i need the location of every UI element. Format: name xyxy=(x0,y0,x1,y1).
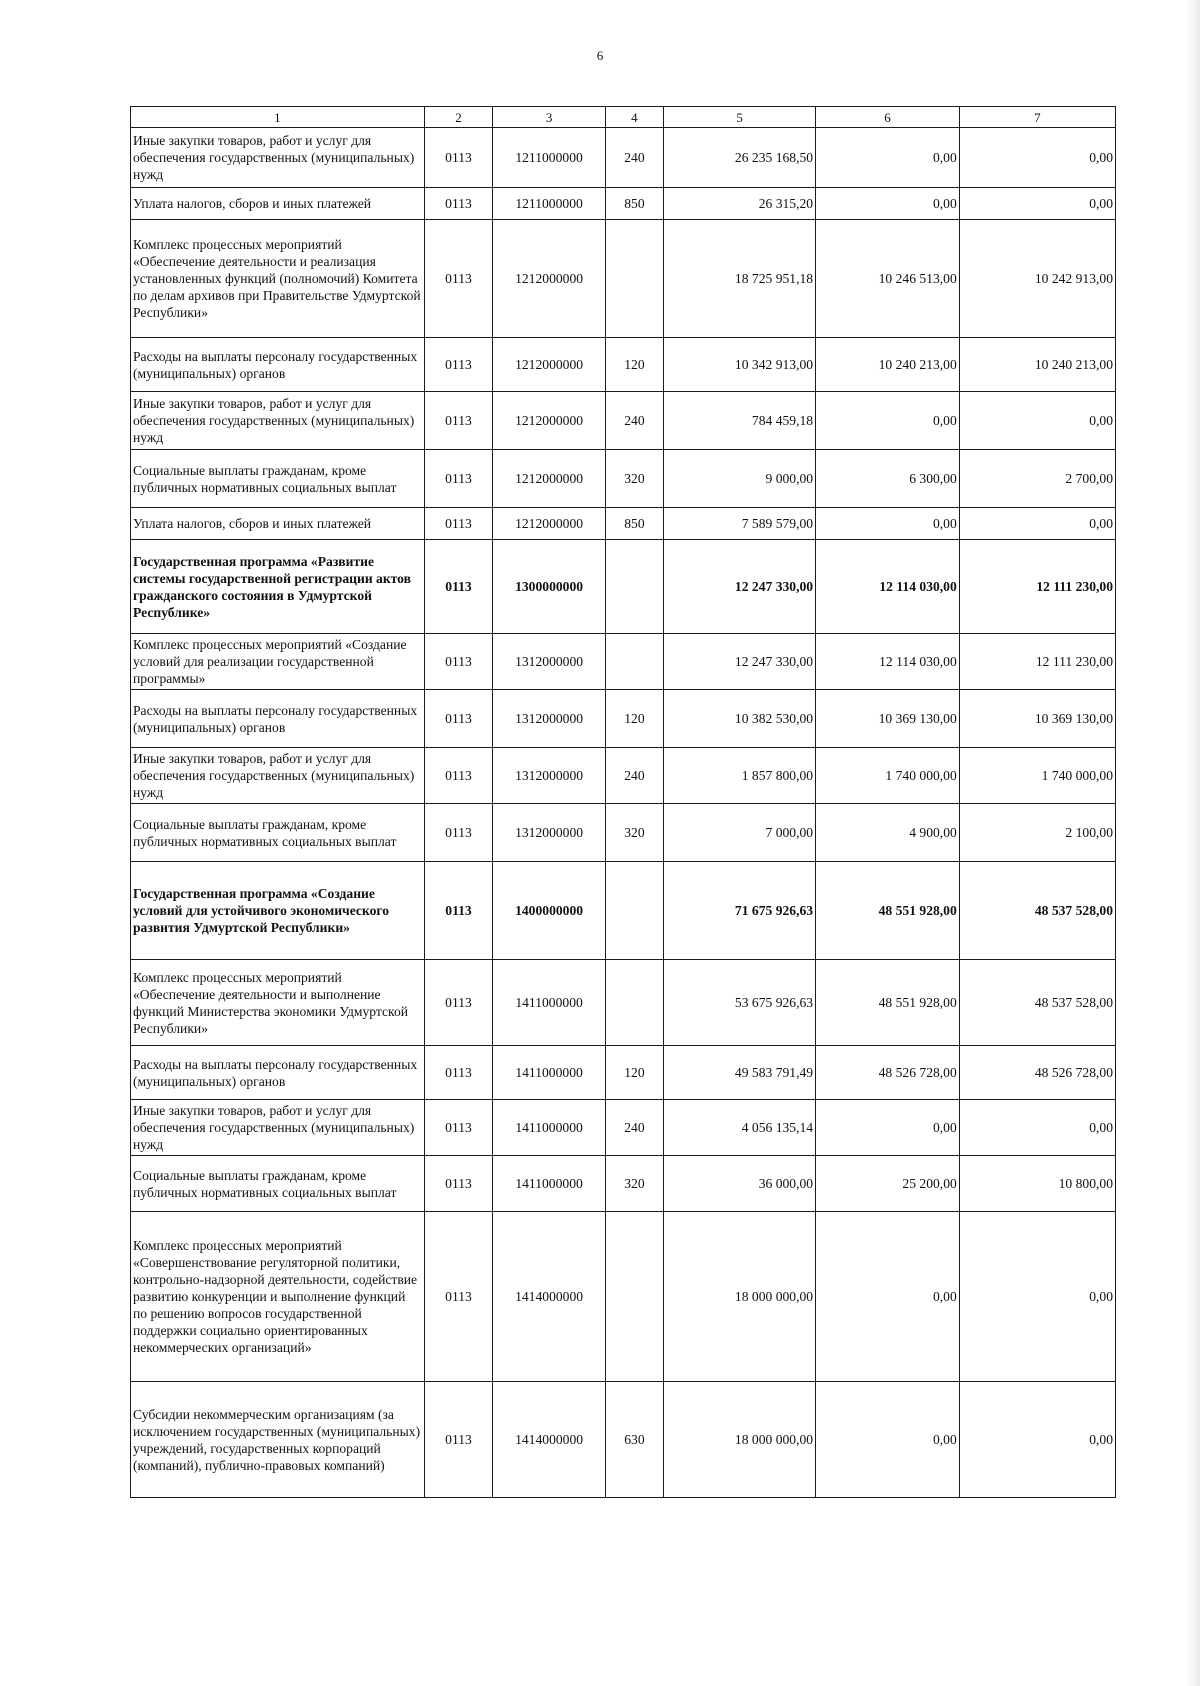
row-section-code: 0113 xyxy=(424,392,493,450)
row-amount-col6: 0,00 xyxy=(816,188,960,220)
page-number: 6 xyxy=(596,48,604,63)
row-name: Иные закупки товаров, работ и услуг для обеспечения государственных (муниципальных) нужд xyxy=(131,1100,425,1156)
row-expense-type xyxy=(605,1212,663,1382)
row-expense-type: 120 xyxy=(605,338,663,392)
row-amount-col7: 0,00 xyxy=(959,128,1115,188)
row-target-article: 1414000000 xyxy=(493,1212,605,1382)
row-amount-col7: 48 526 728,00 xyxy=(959,1046,1115,1100)
header-cell: 3 xyxy=(493,107,605,128)
table-row xyxy=(131,1100,1116,1156)
row-amount-col5: 18 000 000,00 xyxy=(664,1212,816,1382)
table-row xyxy=(131,392,1116,450)
row-amount-col5: 4 056 135,14 xyxy=(664,1100,816,1156)
row-amount-col7: 10 240 213,00 xyxy=(959,338,1115,392)
row-section-code: 0113 xyxy=(424,1156,493,1212)
row-section-code: 0113 xyxy=(424,540,493,634)
table-row xyxy=(131,338,1116,392)
row-amount-col6: 0,00 xyxy=(816,1382,960,1498)
row-section-code: 0113 xyxy=(424,220,493,338)
row-expense-type: 850 xyxy=(605,508,663,540)
row-name: Комплекс процессных мероприятий «Создание условий для реализации государственной программы» xyxy=(131,634,425,690)
row-amount-col7: 0,00 xyxy=(959,1100,1115,1156)
header-cell: 2 xyxy=(424,107,493,128)
table-row xyxy=(131,748,1116,804)
row-expense-type: 630 xyxy=(605,1382,663,1498)
row-expense-type: 320 xyxy=(605,450,663,508)
row-name: Социальные выплаты гражданам, кроме публичных нормативных социальных выплат xyxy=(131,1156,425,1212)
row-amount-col5: 7 000,00 xyxy=(664,804,816,862)
table-row xyxy=(131,1046,1116,1100)
row-amount-col6: 0,00 xyxy=(816,508,960,540)
row-expense-type: 240 xyxy=(605,748,663,804)
row-target-article: 1212000000 xyxy=(493,338,605,392)
scan-edge xyxy=(1186,0,1200,1686)
row-amount-col5: 26 315,20 xyxy=(664,188,816,220)
header-cell: 5 xyxy=(664,107,816,128)
row-name: Иные закупки товаров, работ и услуг для обеспечения государственных (муниципальных) нужд xyxy=(131,392,425,450)
row-amount-col7: 12 111 230,00 xyxy=(959,634,1115,690)
row-name: Комплекс процессных мероприятий «Обеспечение деятельности и реализация установленных функций (полномочий) Комитета по делам архивов при Правительстве Удмуртской Республики» xyxy=(131,220,425,338)
row-amount-col5: 10 342 913,00 xyxy=(664,338,816,392)
row-section-code: 0113 xyxy=(424,1046,493,1100)
row-amount-col6: 12 114 030,00 xyxy=(816,634,960,690)
row-amount-col5: 10 382 530,00 xyxy=(664,690,816,748)
table-row xyxy=(131,1382,1116,1498)
row-expense-type: 240 xyxy=(605,1100,663,1156)
row-expense-type: 850 xyxy=(605,188,663,220)
row-amount-col7: 12 111 230,00 xyxy=(959,540,1115,634)
row-amount-col6: 25 200,00 xyxy=(816,1156,960,1212)
row-amount-col7: 10 369 130,00 xyxy=(959,690,1115,748)
row-amount-col6: 48 551 928,00 xyxy=(816,960,960,1046)
row-target-article: 1400000000 xyxy=(493,862,605,960)
row-name: Уплата налогов, сборов и иных платежей xyxy=(131,188,425,220)
row-expense-type: 240 xyxy=(605,392,663,450)
table-header-row xyxy=(131,107,1116,128)
table-row xyxy=(131,1212,1116,1382)
row-amount-col7: 48 537 528,00 xyxy=(959,862,1115,960)
row-target-article: 1411000000 xyxy=(493,1100,605,1156)
row-amount-col5: 1 857 800,00 xyxy=(664,748,816,804)
row-amount-col6: 0,00 xyxy=(816,392,960,450)
budget-table xyxy=(130,106,1116,1498)
table-row xyxy=(131,220,1116,338)
row-name: Комплекс процессных мероприятий «Совершенствование регуляторной политики, контрольно-надзорной деятельности, содействие развитию конкуренции и выполнение функций по решению вопросов государственной поддержки социально ориентированных некоммерческих организаций» xyxy=(131,1212,425,1382)
header-cell: 7 xyxy=(959,107,1115,128)
table-row xyxy=(131,862,1116,960)
row-amount-col7: 10 242 913,00 xyxy=(959,220,1115,338)
row-expense-type xyxy=(605,862,663,960)
row-amount-col5: 9 000,00 xyxy=(664,450,816,508)
row-amount-col7: 2 700,00 xyxy=(959,450,1115,508)
row-expense-type xyxy=(605,634,663,690)
row-amount-col7: 1 740 000,00 xyxy=(959,748,1115,804)
row-amount-col7: 10 800,00 xyxy=(959,1156,1115,1212)
row-section-code: 0113 xyxy=(424,748,493,804)
row-amount-col5: 26 235 168,50 xyxy=(664,128,816,188)
row-expense-type: 320 xyxy=(605,1156,663,1212)
row-amount-col7: 2 100,00 xyxy=(959,804,1115,862)
row-name: Государственная программа «Создание условий для устойчивого экономического развития Удмуртской Республики» xyxy=(131,862,425,960)
row-name: Социальные выплаты гражданам, кроме публичных нормативных социальных выплат xyxy=(131,450,425,508)
row-amount-col6: 10 369 130,00 xyxy=(816,690,960,748)
row-amount-col7: 0,00 xyxy=(959,508,1115,540)
row-amount-col5: 71 675 926,63 xyxy=(664,862,816,960)
row-amount-col6: 10 246 513,00 xyxy=(816,220,960,338)
row-target-article: 1212000000 xyxy=(493,450,605,508)
row-section-code: 0113 xyxy=(424,1212,493,1382)
row-expense-type xyxy=(605,540,663,634)
table-row xyxy=(131,450,1116,508)
row-target-article: 1312000000 xyxy=(493,748,605,804)
row-section-code: 0113 xyxy=(424,960,493,1046)
row-target-article: 1312000000 xyxy=(493,634,605,690)
row-target-article: 1212000000 xyxy=(493,392,605,450)
row-amount-col6: 48 526 728,00 xyxy=(816,1046,960,1100)
row-amount-col7: 48 537 528,00 xyxy=(959,960,1115,1046)
row-target-article: 1211000000 xyxy=(493,188,605,220)
row-name: Комплекс процессных мероприятий «Обеспечение деятельности и выполнение функций Министерства экономики Удмуртской Республики» xyxy=(131,960,425,1046)
table-row xyxy=(131,508,1116,540)
row-target-article: 1212000000 xyxy=(493,220,605,338)
row-amount-col5: 18 000 000,00 xyxy=(664,1382,816,1498)
row-target-article: 1414000000 xyxy=(493,1382,605,1498)
row-expense-type: 240 xyxy=(605,128,663,188)
row-amount-col5: 49 583 791,49 xyxy=(664,1046,816,1100)
row-amount-col6: 12 114 030,00 xyxy=(816,540,960,634)
row-amount-col5: 12 247 330,00 xyxy=(664,540,816,634)
row-amount-col6: 10 240 213,00 xyxy=(816,338,960,392)
row-section-code: 0113 xyxy=(424,862,493,960)
row-amount-col6: 0,00 xyxy=(816,1212,960,1382)
row-amount-col6: 6 300,00 xyxy=(816,450,960,508)
row-section-code: 0113 xyxy=(424,508,493,540)
row-amount-col6: 48 551 928,00 xyxy=(816,862,960,960)
row-amount-col6: 0,00 xyxy=(816,128,960,188)
row-section-code: 0113 xyxy=(424,450,493,508)
row-amount-col7: 0,00 xyxy=(959,1212,1115,1382)
row-section-code: 0113 xyxy=(424,338,493,392)
row-expense-type: 320 xyxy=(605,804,663,862)
row-amount-col6: 1 740 000,00 xyxy=(816,748,960,804)
row-target-article: 1411000000 xyxy=(493,1046,605,1100)
header-cell: 4 xyxy=(605,107,663,128)
row-name: Расходы на выплаты персоналу государственных (муниципальных) органов xyxy=(131,1046,425,1100)
row-amount-col5: 18 725 951,18 xyxy=(664,220,816,338)
row-name: Расходы на выплаты персоналу государственных (муниципальных) органов xyxy=(131,338,425,392)
table-row xyxy=(131,1156,1116,1212)
row-target-article: 1211000000 xyxy=(493,128,605,188)
row-target-article: 1411000000 xyxy=(493,1156,605,1212)
row-amount-col5: 784 459,18 xyxy=(664,392,816,450)
row-target-article: 1300000000 xyxy=(493,540,605,634)
row-amount-col7: 0,00 xyxy=(959,392,1115,450)
row-amount-col5: 7 589 579,00 xyxy=(664,508,816,540)
row-name: Государственная программа «Развитие системы государственной регистрации актов гражданского состояния в Удмуртской Республике» xyxy=(131,540,425,634)
row-target-article: 1212000000 xyxy=(493,508,605,540)
header-cell: 1 xyxy=(131,107,425,128)
row-name: Иные закупки товаров, работ и услуг для обеспечения государственных (муниципальных) нужд xyxy=(131,748,425,804)
table-row xyxy=(131,188,1116,220)
table-row xyxy=(131,960,1116,1046)
row-target-article: 1411000000 xyxy=(493,960,605,1046)
row-amount-col5: 36 000,00 xyxy=(664,1156,816,1212)
table-row xyxy=(131,540,1116,634)
row-expense-type xyxy=(605,220,663,338)
row-amount-col6: 4 900,00 xyxy=(816,804,960,862)
table-row xyxy=(131,804,1116,862)
row-amount-col5: 12 247 330,00 xyxy=(664,634,816,690)
row-amount-col7: 0,00 xyxy=(959,188,1115,220)
table-row xyxy=(131,634,1116,690)
row-amount-col7: 0,00 xyxy=(959,1382,1115,1498)
row-expense-type: 120 xyxy=(605,690,663,748)
row-name: Субсидии некоммерческим организациям (за исключением государственных (муниципальных) учреждений, государственных корпораций (компаний), публично-правовых компаний) xyxy=(131,1382,425,1498)
row-amount-col5: 53 675 926,63 xyxy=(664,960,816,1046)
row-section-code: 0113 xyxy=(424,634,493,690)
header-cell: 6 xyxy=(816,107,960,128)
row-target-article: 1312000000 xyxy=(493,690,605,748)
row-section-code: 0113 xyxy=(424,188,493,220)
row-section-code: 0113 xyxy=(424,804,493,862)
row-amount-col6: 0,00 xyxy=(816,1100,960,1156)
row-section-code: 0113 xyxy=(424,1100,493,1156)
table-row xyxy=(131,690,1116,748)
row-name: Социальные выплаты гражданам, кроме публичных нормативных социальных выплат xyxy=(131,804,425,862)
row-name: Расходы на выплаты персоналу государственных (муниципальных) органов xyxy=(131,690,425,748)
row-expense-type xyxy=(605,960,663,1046)
row-name: Уплата налогов, сборов и иных платежей xyxy=(131,508,425,540)
table-row xyxy=(131,128,1116,188)
row-section-code: 0113 xyxy=(424,1382,493,1498)
row-section-code: 0113 xyxy=(424,690,493,748)
row-target-article: 1312000000 xyxy=(493,804,605,862)
row-section-code: 0113 xyxy=(424,128,493,188)
row-expense-type: 120 xyxy=(605,1046,663,1100)
row-name: Иные закупки товаров, работ и услуг для обеспечения государственных (муниципальных) нужд xyxy=(131,128,425,188)
